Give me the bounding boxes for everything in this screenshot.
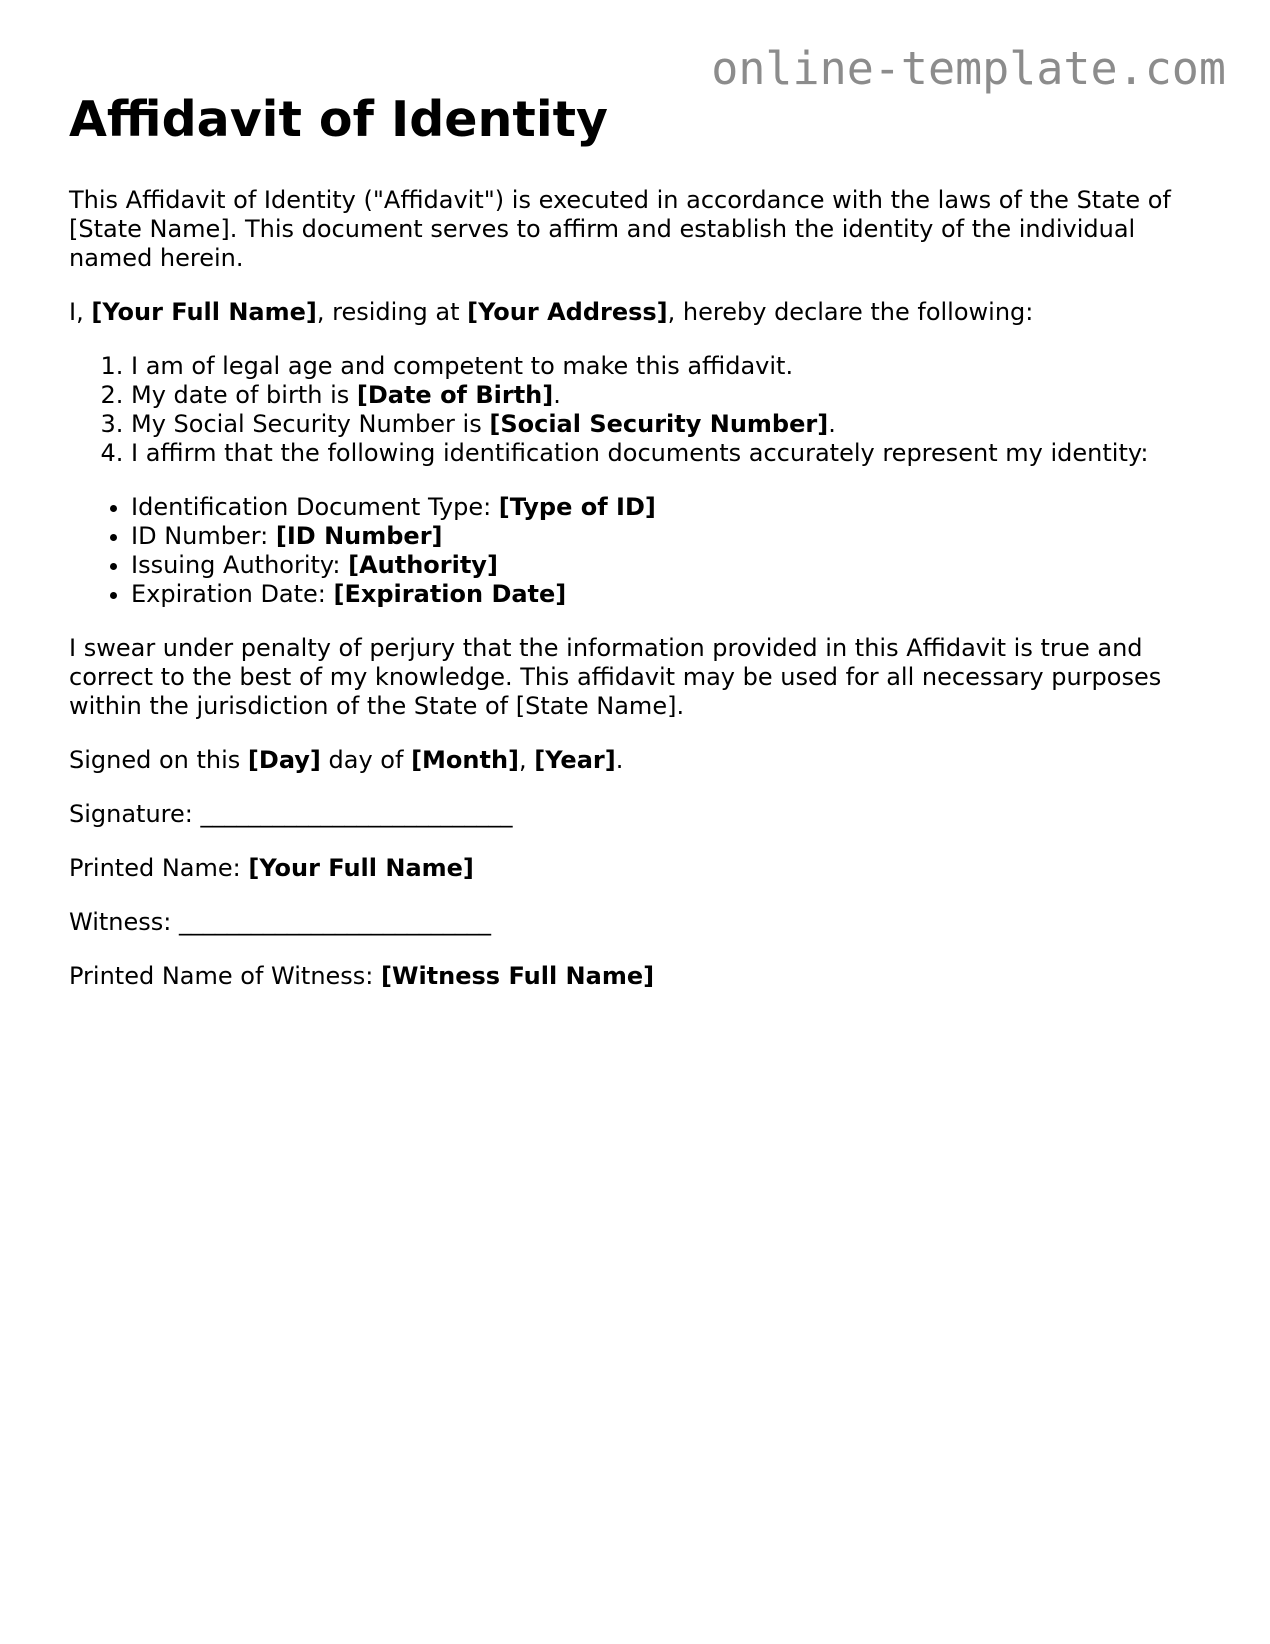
day-placeholder: [Day] bbox=[247, 746, 321, 774]
statement-item: 2. My date of birth is [Date of Birth]. bbox=[131, 381, 1209, 410]
signature-line bbox=[69, 800, 1209, 829]
signature-label: Signature: bbox=[69, 800, 201, 828]
witness-blank: __________________________ bbox=[178, 908, 491, 936]
witness-name-placeholder: [Witness Full Name] bbox=[381, 962, 655, 990]
statement-item: 3. My Social Security Number is [Social Security Number]. bbox=[131, 410, 1209, 439]
signature-blank: __________________________ bbox=[200, 800, 513, 828]
id-detail-item: • ID Number: [ID Number] bbox=[131, 522, 1209, 551]
document-title: Affidavit of Identity bbox=[69, 91, 608, 148]
name-placeholder: [Your Full Name] bbox=[91, 298, 317, 326]
id-detail-item: • Issuing Authority: [Authority] bbox=[131, 551, 1209, 580]
signed-date-line: Signed on this [Day] day of [Month], [Year]. bbox=[69, 746, 624, 774]
statements-list bbox=[69, 352, 1209, 468]
declaration-suffix: , hereby declare the following: bbox=[667, 298, 1034, 326]
month-placeholder: [Month] bbox=[411, 746, 520, 774]
id-number-placeholder: [ID Number] bbox=[275, 522, 443, 550]
statement-item: 1. I am of legal age and competent to make this affidavit. bbox=[131, 352, 1209, 381]
declaration-prefix: I, bbox=[69, 298, 92, 326]
printed-name-label: Printed Name: bbox=[69, 854, 249, 882]
statement-item: 4. I affirm that the following identification documents accurately represent my identity: bbox=[131, 439, 1209, 468]
id-detail-item: • Identification Document Type: [Type of ID] bbox=[131, 493, 1209, 522]
year-placeholder: [Year] bbox=[534, 746, 616, 774]
watermark-logo: online-template.com bbox=[711, 42, 1226, 95]
authority-placeholder: [Authority] bbox=[348, 551, 498, 579]
id-details-list bbox=[69, 493, 1209, 609]
witness-label: Witness: bbox=[69, 908, 179, 936]
witness-name-label: Printed Name of Witness: bbox=[69, 962, 382, 990]
oath-paragraph: I swear under penalty of perjury that the information provided in this Affidavit is true and correct to the best of my knowledge. This affidavit may be used for all necessary purposes within the jurisdiction of the State of [State Name]. bbox=[69, 634, 1162, 720]
witness-line bbox=[69, 908, 1209, 937]
document-body bbox=[69, 88, 1209, 1016]
address-placeholder: [Your Address] bbox=[467, 298, 668, 326]
dob-placeholder: [Date of Birth] bbox=[356, 381, 554, 409]
id-detail-item: • Expiration Date: [Expiration Date] bbox=[131, 580, 1209, 609]
printed-name-line bbox=[69, 854, 1209, 883]
declaration-middle: , residing at bbox=[316, 298, 468, 326]
ssn-placeholder: [Social Security Number] bbox=[489, 410, 829, 438]
declaration-paragraph bbox=[69, 298, 1209, 327]
intro-paragraph: This Affidavit of Identity ("Affidavit") is executed in accordance with the laws of the State of [State Name]. This document serves to affirm and establish the identity of the individual named herein. bbox=[69, 186, 1171, 272]
id-type-placeholder: [Type of ID] bbox=[498, 493, 656, 521]
expiration-placeholder: [Expiration Date] bbox=[333, 580, 567, 608]
printed-name-placeholder: [Your Full Name] bbox=[248, 854, 474, 882]
witness-name-line bbox=[69, 962, 1209, 991]
